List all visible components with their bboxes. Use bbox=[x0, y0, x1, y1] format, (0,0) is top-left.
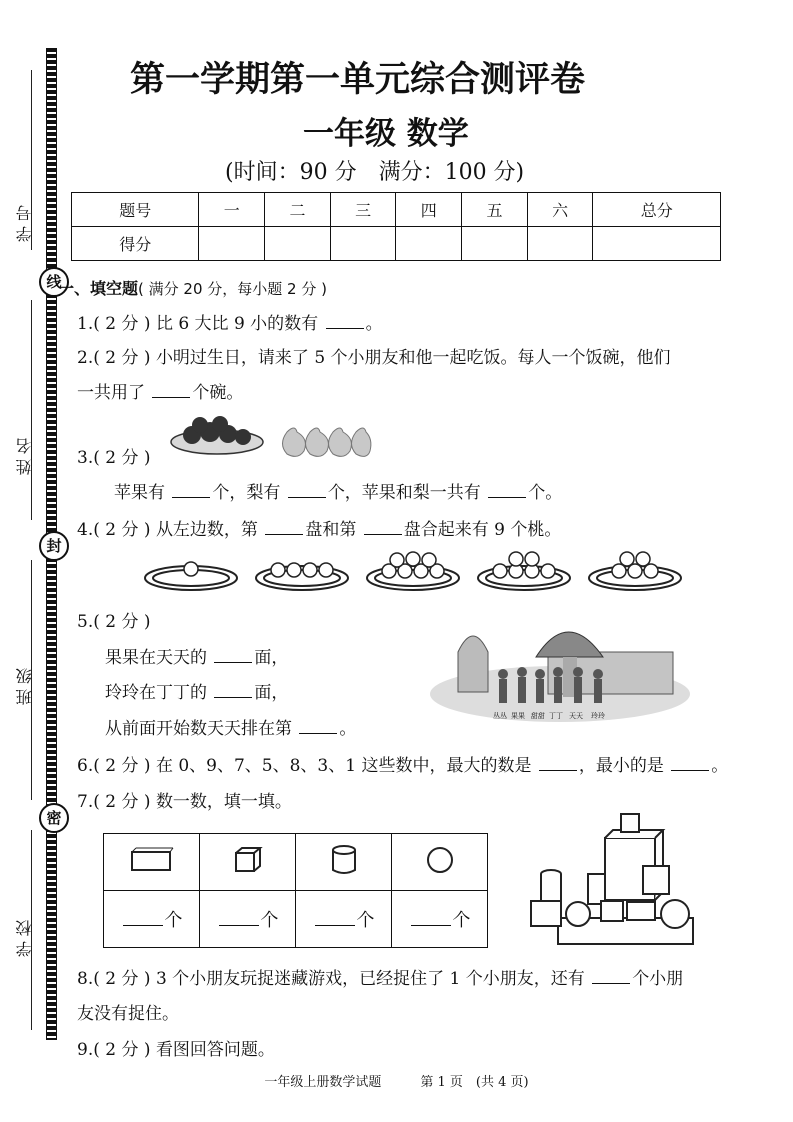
question-number: 2. bbox=[77, 348, 94, 368]
question-points: ( 2 分 ) bbox=[93, 612, 151, 632]
answer-blank[interactable] bbox=[364, 518, 402, 535]
answer-blank[interactable] bbox=[288, 481, 326, 498]
question-3-line2 bbox=[114, 481, 562, 505]
seal-seal: 封 bbox=[39, 531, 69, 561]
stacked-solids-illustration bbox=[523, 806, 703, 950]
question-8 bbox=[77, 967, 683, 991]
score-header-cell: 总分 bbox=[593, 193, 721, 227]
kid-name-label: 果果 bbox=[511, 712, 525, 720]
student-no-label: 学 号 bbox=[15, 205, 34, 243]
answer-blank[interactable] bbox=[488, 481, 526, 498]
question-text: 玲玲在丁丁的 bbox=[105, 683, 207, 703]
question-9 bbox=[77, 1038, 275, 1062]
question-text: 面， bbox=[254, 648, 289, 668]
answer-blank[interactable] bbox=[265, 518, 303, 535]
question-5-line2 bbox=[105, 681, 288, 705]
question-points: ( 2 分 ) bbox=[93, 969, 151, 989]
question-number: 8. bbox=[77, 969, 94, 989]
question-points: ( 2 分 ) bbox=[93, 520, 151, 540]
question-text: 个碗。 bbox=[192, 383, 244, 403]
answer-blank[interactable] bbox=[539, 754, 577, 771]
name-label: 姓 名 bbox=[15, 438, 34, 476]
question-text: 个，梨有 bbox=[212, 483, 281, 503]
question-text: 个，苹果和梨一共有 bbox=[327, 483, 481, 503]
unit-label: 个 bbox=[260, 910, 279, 931]
score-header-cell: 一 bbox=[199, 193, 265, 227]
answer-blank[interactable] bbox=[326, 312, 364, 329]
answer-blank[interactable] bbox=[172, 481, 210, 498]
question-text: 果果在天天的 bbox=[105, 648, 207, 668]
question-5-line1 bbox=[105, 646, 288, 670]
question-points: ( 2 分 ) bbox=[93, 314, 151, 334]
question-1 bbox=[77, 312, 383, 336]
score-header-cell: 六 bbox=[527, 193, 593, 227]
question-text: 。 bbox=[339, 719, 357, 739]
score-cell[interactable] bbox=[199, 227, 265, 261]
question-points: ( 2 分 ) bbox=[93, 1040, 151, 1060]
score-cell[interactable] bbox=[396, 227, 462, 261]
unit-label: 个 bbox=[356, 910, 375, 931]
kid-name-label: 天天 bbox=[569, 712, 583, 720]
kid-name-label: 丛丛 bbox=[493, 712, 507, 720]
question-5-line3 bbox=[105, 717, 356, 741]
answer-blank[interactable] bbox=[411, 909, 451, 926]
count-cell[interactable] bbox=[104, 891, 200, 948]
answer-blank[interactable] bbox=[152, 381, 190, 398]
question-4 bbox=[77, 518, 561, 542]
answer-blank[interactable] bbox=[315, 909, 355, 926]
unit-label: 个 bbox=[452, 910, 471, 931]
question-text: ，最小的是 bbox=[578, 756, 664, 776]
question-2-line2 bbox=[77, 381, 243, 405]
question-text: 从左边数，第 bbox=[155, 520, 258, 540]
score-header-cell: 四 bbox=[396, 193, 462, 227]
peach-plates bbox=[143, 548, 688, 594]
score-cell[interactable] bbox=[593, 227, 721, 261]
question-text: 盘和第 bbox=[305, 520, 357, 540]
question-text: 3 个小朋友玩捉迷藏游戏，已经捉住了 1 个小朋友，还有 bbox=[155, 969, 585, 989]
question-text: 数一数，填一填。 bbox=[155, 792, 292, 812]
question-points: ( 2 分 ) bbox=[93, 348, 151, 368]
question-7 bbox=[77, 790, 292, 814]
question-number: 7. bbox=[77, 792, 94, 812]
question-text: 友没有捉住。 bbox=[77, 1004, 179, 1024]
section-heading bbox=[58, 276, 327, 299]
question-text: 比 6 大比 9 小的数有 bbox=[155, 314, 319, 334]
kid-name-label: 甜甜 bbox=[531, 712, 545, 720]
score-cell[interactable] bbox=[265, 227, 331, 261]
page-footer: 一年级上册数学试题 第 1 页 (共 4 页) bbox=[264, 1075, 529, 1090]
question-text: 在 0、9、7、5、8、3、1 这些数中，最大的数是 bbox=[155, 756, 532, 776]
question-text: 个。 bbox=[528, 483, 563, 503]
seal-secret: 密 bbox=[39, 803, 69, 833]
question-text: 盘合起来有 9 个桃。 bbox=[403, 520, 562, 540]
question-text: 个小朋 bbox=[632, 969, 684, 989]
question-number: 5. bbox=[77, 612, 94, 632]
question-3 bbox=[77, 446, 151, 470]
answer-blank[interactable] bbox=[214, 681, 252, 698]
question-points: ( 2 分 ) bbox=[93, 448, 151, 468]
score-header-cell: 二 bbox=[265, 193, 331, 227]
cube-icon bbox=[200, 834, 296, 891]
margin-rule bbox=[31, 300, 32, 520]
score-row-label: 得分 bbox=[72, 227, 199, 261]
page-title: 第一学期第一单元综合测评卷 bbox=[130, 60, 586, 100]
question-2 bbox=[77, 346, 671, 370]
question-text: 。 bbox=[365, 314, 383, 334]
count-cell[interactable] bbox=[200, 891, 296, 948]
section-title: 一、填空题 bbox=[58, 279, 139, 298]
score-table bbox=[71, 192, 721, 261]
question-number: 3. bbox=[77, 448, 94, 468]
answer-blank[interactable] bbox=[671, 754, 709, 771]
score-header-cell: 三 bbox=[330, 193, 396, 227]
answer-blank[interactable] bbox=[219, 909, 259, 926]
count-cell[interactable] bbox=[296, 891, 392, 948]
question-points: ( 2 分 ) bbox=[93, 756, 151, 776]
count-cell[interactable] bbox=[392, 891, 488, 948]
unit-label: 个 bbox=[164, 910, 183, 931]
section-note: ( 满分 20 分，每小题 2 分 ) bbox=[138, 280, 327, 298]
question-text: 看图回答问题。 bbox=[155, 1040, 275, 1060]
school-label: 学 校 bbox=[15, 920, 34, 958]
answer-blank[interactable] bbox=[123, 909, 163, 926]
question-text: 苹果有 bbox=[114, 483, 165, 503]
answer-blank[interactable] bbox=[592, 967, 630, 984]
fruit-illustration bbox=[170, 412, 375, 460]
kids-queue-illustration bbox=[428, 612, 692, 724]
question-points: ( 2 分 ) bbox=[93, 792, 151, 812]
kid-name-label: 玲玲 bbox=[591, 712, 605, 720]
question-text: 一共用了 bbox=[77, 383, 145, 403]
question-number: 9. bbox=[77, 1040, 94, 1060]
score-cell[interactable] bbox=[330, 227, 396, 261]
cylinder-icon bbox=[296, 834, 392, 891]
seal-line: 线 bbox=[39, 267, 69, 297]
question-text: 面， bbox=[254, 683, 289, 703]
question-number: 1. bbox=[77, 314, 94, 334]
question-5 bbox=[77, 610, 151, 634]
question-text: 从前面开始数天天排在第 bbox=[105, 719, 292, 739]
class-label: 班 级 bbox=[15, 668, 34, 706]
question-number: 4. bbox=[77, 520, 94, 540]
page-subtitle: 一年级 数学 bbox=[303, 116, 469, 152]
shape-count-table bbox=[103, 833, 488, 948]
kid-name-label: 丁丁 bbox=[549, 712, 563, 720]
score-cell[interactable] bbox=[527, 227, 593, 261]
question-number: 6. bbox=[77, 756, 94, 776]
sphere-icon bbox=[392, 834, 488, 891]
answer-blank[interactable] bbox=[299, 717, 337, 734]
question-8-line2 bbox=[77, 1002, 179, 1026]
exam-info: (时间：90 分 满分：100 分) bbox=[225, 160, 525, 185]
score-cell[interactable] bbox=[462, 227, 528, 261]
cuboid-icon bbox=[104, 834, 200, 891]
score-header-cell: 题号 bbox=[72, 193, 199, 227]
question-text: 小明过生日，请来了 5 个小朋友和他一起吃饭。每人一个饭碗，他们 bbox=[155, 348, 671, 368]
question-text: 。 bbox=[711, 756, 729, 776]
score-header-cell: 五 bbox=[462, 193, 528, 227]
answer-blank[interactable] bbox=[214, 646, 252, 663]
question-6 bbox=[77, 754, 728, 778]
